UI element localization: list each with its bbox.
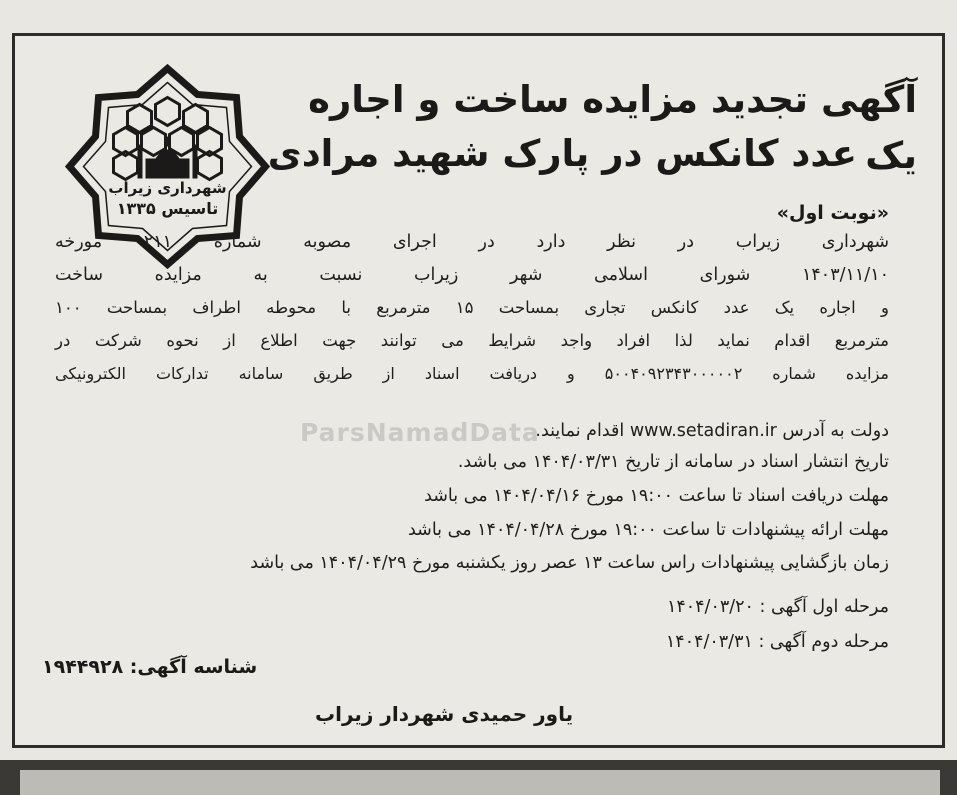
ad-title-line-1: آگهی تجدید مزایده ساخت و اجاره یک bbox=[308, 78, 917, 177]
ad-id: شناسه آگهی: ۱۹۴۴۹۲۸ bbox=[42, 656, 258, 678]
body-line: مترمربع اقدام نماید لذا افراد واجد شرایط می توانند جهت اطلاع از نحوه شرکت در bbox=[55, 331, 889, 350]
body-line: دولت به آدرس www.setadiran.ir اقدام نمایند. bbox=[535, 421, 889, 441]
body-line: و اجاره یک عدد کانکس تجاری بمساحت ۱۵ مترمربع با محوطه اطراف بمساحت ۱۰۰ bbox=[55, 298, 889, 317]
round-label: «نوبت اول» bbox=[776, 202, 889, 224]
schedule-line: تاریخ انتشار اسناد در سامانه از تاریخ ۱۴۰۴/۰۳/۳۱ می باشد. bbox=[457, 452, 889, 472]
schedule-line: مهلت دریافت اسناد تا ساعت ۱۹:۰۰ مورخ ۱۴۰۴/۰۴/۱۶ می باشد bbox=[424, 486, 889, 506]
logo-founded: تاسیس ۱۳۳۵ bbox=[116, 199, 219, 218]
schedule-line: مرحله اول آگهی : ۱۴۰۴/۰۳/۲۰ bbox=[666, 597, 889, 617]
ad-title-line-2: عدد کانکس در پارک شهید مرادی bbox=[267, 132, 857, 175]
body-line: شهرداری زیراب در نظر دارد در اجرای مصوبه شماره ۲۱۱ مورخه bbox=[55, 232, 889, 252]
logo-name: شهرداری زیراب bbox=[108, 179, 227, 197]
next-ad-strip bbox=[20, 770, 940, 795]
signature: یاور حمیدی شهردار زیراب bbox=[315, 702, 574, 726]
body-line: مزایده شماره ۵۰۰۴۰۹۲۳۴۳۰۰۰۰۰۲ و دریافت اسناد از طریق سامانه تدارکات الکترونیکی bbox=[55, 364, 889, 383]
logo-mosque-silhouette bbox=[138, 137, 198, 179]
watermark: ParsNamadData bbox=[300, 418, 540, 447]
schedule-line: مرحله دوم آگهی : ۱۴۰۴/۰۳/۳۱ bbox=[665, 632, 889, 652]
body-line: ۱۴۰۳/۱۱/۱۰ شورای اسلامی شهر زیراب نسبت به مزایده ساخت bbox=[55, 265, 889, 285]
schedule-line: زمان بازگشایی پیشنهادات راس ساعت ۱۳ عصر روز یکشنبه مورخ ۱۴۰۴/۰۴/۲۹ می باشد bbox=[250, 553, 889, 573]
schedule-line: مهلت ارائه پیشنهادات تا ساعت ۱۹:۰۰ مورخ ۱۴۰۴/۰۴/۲۸ می باشد bbox=[408, 520, 889, 540]
